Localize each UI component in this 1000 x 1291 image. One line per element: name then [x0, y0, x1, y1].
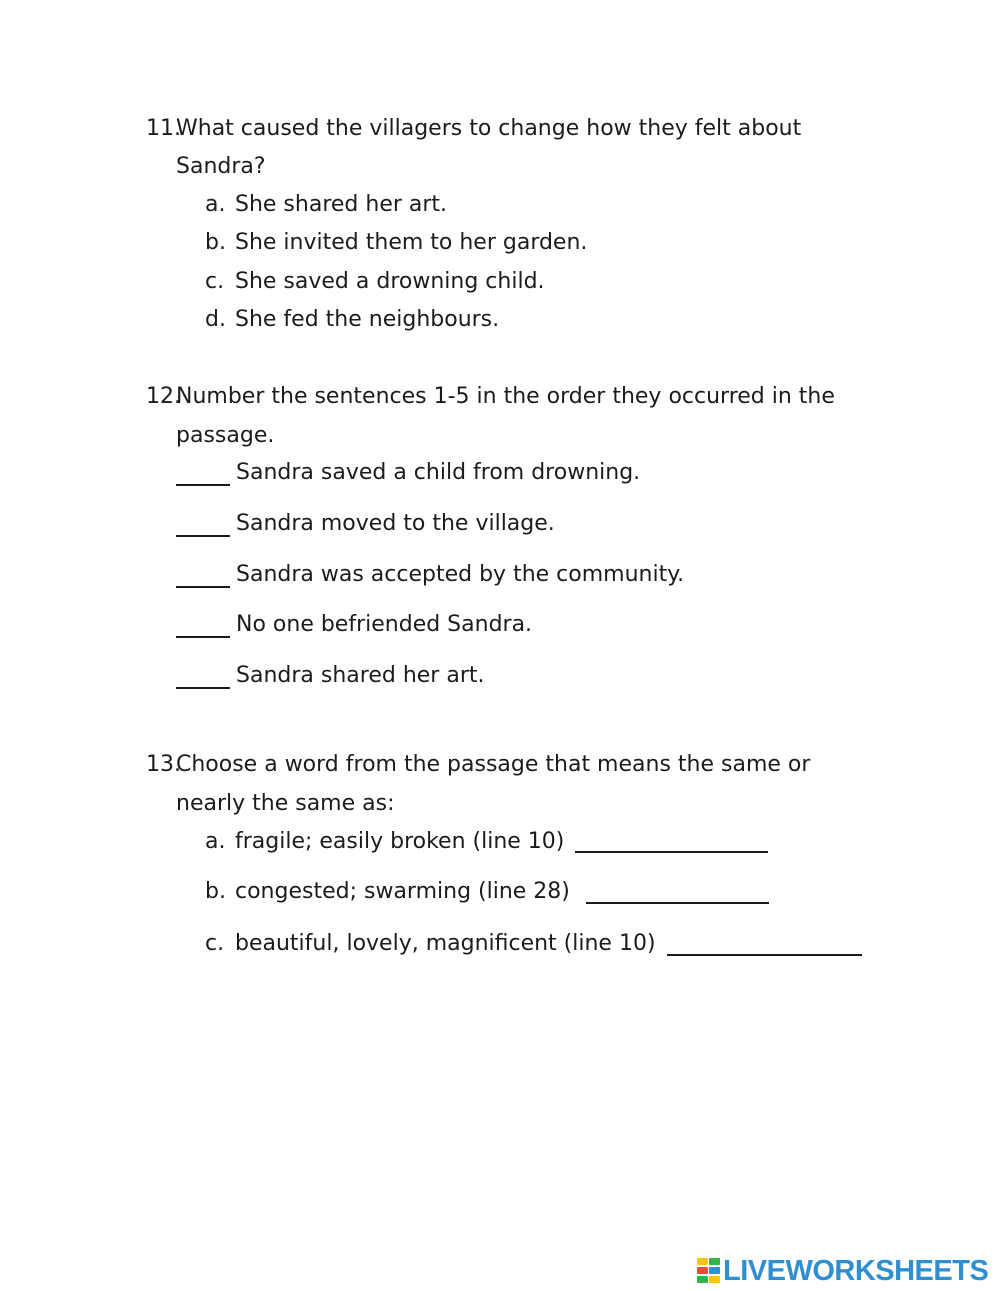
order-number-blank[interactable]	[176, 665, 230, 689]
option-text: beautiful, lovely, magnificent (line 10)	[235, 931, 656, 956]
question-text-continued: Sandra?	[176, 154, 266, 179]
option-text: She fed the neighbours.	[235, 307, 500, 332]
answer-blank[interactable]	[575, 829, 768, 853]
liveworksheets-logo	[697, 1256, 988, 1286]
option-text: She shared her art.	[235, 192, 448, 217]
option-letter: a.	[205, 829, 226, 854]
option-text: fragile; easily broken (line 10)	[235, 829, 565, 854]
option-letter: d.	[205, 307, 226, 332]
option-text: congested; swarming (line 28)	[235, 879, 570, 904]
question-text: Choose a word from the passage that means the same or	[176, 752, 811, 777]
logo-text: LIVEWORKSHEETS	[723, 1254, 989, 1287]
sentence-text: Sandra was accepted by the community.	[236, 562, 685, 587]
answer-blank[interactable]	[667, 932, 862, 956]
sentence-text: Sandra moved to the village.	[236, 511, 555, 536]
option-letter: c.	[205, 269, 225, 294]
question-number: 12.	[146, 384, 181, 409]
order-number-blank[interactable]	[176, 564, 230, 588]
order-number-blank[interactable]	[176, 614, 230, 638]
question-text-continued: nearly the same as:	[176, 791, 395, 816]
option-letter: c.	[205, 931, 225, 956]
question-number: 13.	[146, 752, 181, 777]
option-text: She saved a drowning child.	[235, 269, 545, 294]
question-number: 11.	[146, 116, 181, 141]
order-number-blank[interactable]	[176, 462, 230, 486]
question-text: Number the sentences 1-5 in the order they occurred in the	[176, 384, 835, 409]
answer-blank[interactable]	[586, 880, 769, 904]
order-number-blank[interactable]	[176, 513, 230, 537]
option-letter: b.	[205, 879, 226, 904]
option-text: She invited them to her garden.	[235, 230, 588, 255]
option-letter: b.	[205, 230, 226, 255]
blocks-icon	[697, 1258, 721, 1284]
question-text-continued: passage.	[176, 423, 275, 448]
sentence-text: Sandra shared her art.	[236, 663, 485, 688]
question-text: What caused the villagers to change how they felt about	[176, 116, 802, 141]
sentence-text: No one befriended Sandra.	[236, 612, 533, 637]
option-letter: a.	[205, 192, 226, 217]
sentence-text: Sandra saved a child from drowning.	[236, 460, 641, 485]
